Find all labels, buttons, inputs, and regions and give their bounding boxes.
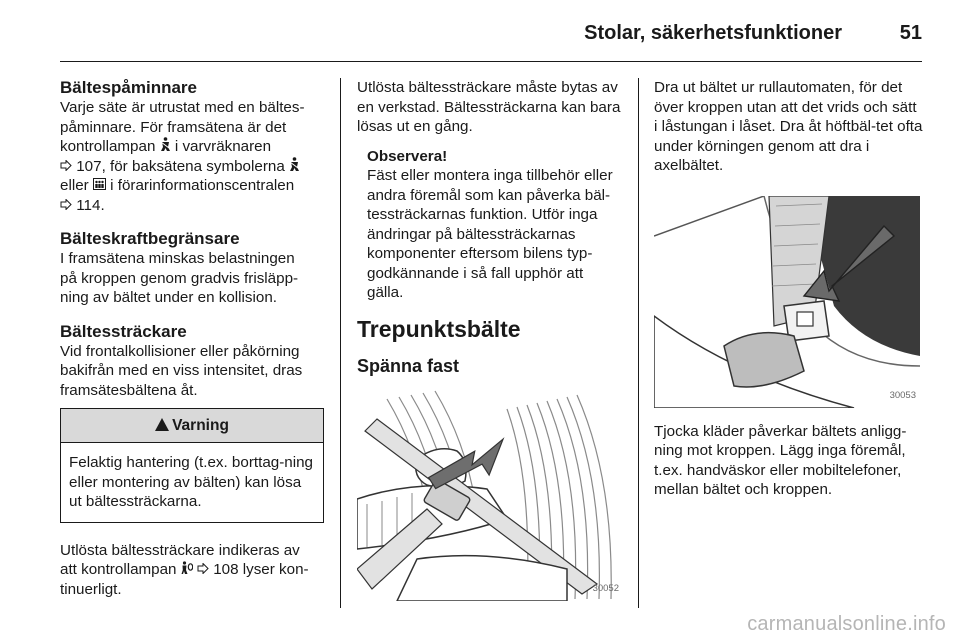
warning-title: Varning bbox=[172, 417, 229, 434]
text-line bbox=[60, 137, 324, 157]
section-pretensioner bbox=[60, 322, 324, 401]
buckle-latch-illustration bbox=[654, 196, 920, 408]
watermark: carmanualsonline.info bbox=[747, 613, 946, 635]
page-title: Stolar, säkerhetsfunktioner bbox=[584, 22, 842, 44]
seatbelt-person-icon bbox=[289, 158, 300, 175]
figure-buckle-latch bbox=[654, 196, 920, 408]
warning-header bbox=[61, 409, 323, 443]
rear-seatbelt-icon bbox=[93, 177, 106, 194]
column-1 bbox=[60, 78, 324, 599]
text-fragment: 114. bbox=[76, 196, 105, 214]
text-line: Varje säte är utrustat med en bältes- bbox=[60, 99, 305, 116]
text-line bbox=[60, 176, 324, 196]
warning-text: Felaktig hantering (t.ex. borttag-ning eller montering av bälten) kan lösa ut bältessträckarna. bbox=[69, 454, 313, 510]
text-fragment: i förarinformationscentralen bbox=[105, 177, 295, 194]
paragraph: Dra ut bältet ur rullautomaten, för det över kroppen utan att det vrids och sätt i låstungan i låset. Dra åt höftbäl-tet ofta under körningen genom att dra i axelbältet. bbox=[654, 79, 923, 174]
text-fragment: eller bbox=[60, 177, 93, 194]
column-3 bbox=[654, 78, 924, 500]
text-fragment: i varvräknaren bbox=[170, 138, 272, 155]
text-line bbox=[60, 157, 324, 177]
section-title: Bältessträckare bbox=[60, 321, 187, 341]
warning-triangle-icon bbox=[155, 418, 169, 431]
page-reference-arrow-icon bbox=[60, 158, 72, 175]
column-divider-1 bbox=[340, 78, 341, 608]
airbag-lamp-icon bbox=[181, 561, 193, 578]
text-line: Vid frontalkollisioner eller påkörning bbox=[60, 342, 300, 360]
text-fragment: 107, för baksätena symbolerna bbox=[76, 157, 285, 175]
section-seatbelt-reminder bbox=[60, 78, 324, 215]
heading-three-point-belt: Trepunktsbälte bbox=[357, 315, 521, 342]
paragraph: Utlösta bältessträckare måste bytas av en verkstad. Bältessträckarna kan bara lösas ut en gång. bbox=[357, 79, 621, 135]
text-fragment: kontrollampan bbox=[60, 138, 160, 155]
text-line bbox=[60, 196, 324, 216]
page-reference-arrow-icon bbox=[60, 197, 72, 214]
figure-id: 30052 bbox=[592, 583, 619, 594]
page-number: 51 bbox=[899, 22, 922, 44]
page-reference-arrow-icon bbox=[197, 561, 209, 578]
text-fragment: 108 lyser kon- bbox=[208, 561, 309, 578]
figure-id: 30053 bbox=[889, 390, 916, 401]
warning-box bbox=[60, 408, 324, 523]
text-line: på kroppen genom gradvis frisläpp- bbox=[60, 269, 299, 287]
text-line: ning av bältet under en kollision. bbox=[60, 289, 277, 306]
text-line: framsätesbältena åt. bbox=[60, 381, 198, 399]
page-header bbox=[60, 18, 922, 62]
text-line: påminnare. För framsätena är det bbox=[60, 118, 287, 136]
heading-fasten: Spänna fast bbox=[357, 355, 460, 376]
section-force-limiter bbox=[60, 229, 324, 308]
belt-fastening-illustration bbox=[357, 389, 623, 601]
column-2 bbox=[357, 78, 623, 601]
note-text: Fäst eller montera inga tillbehör eller andra föremål som kan påverka bäl-tessträckarnas funktion. Utför inga ändringar på bältessträckarnas komponenter eftersom bilens typ-godkännande i så fall upphör att gälla. bbox=[367, 167, 613, 301]
section-pretensioner-indicator bbox=[60, 541, 324, 600]
note-title: Observera! bbox=[367, 147, 448, 165]
figure-fastening-belt bbox=[357, 389, 623, 601]
paragraph: Tjocka kläder påverkar bältets anligg-ning mot kroppen. Lägg inga föremål, t.ex. handväskor eller mobiltelefoner, mellan bältet och kroppen. bbox=[654, 422, 907, 498]
section-title: Bältespåminnare bbox=[60, 78, 197, 97]
column-divider-2 bbox=[638, 78, 639, 608]
text-line: bakifrån med en viss intensitet, dras bbox=[60, 362, 303, 379]
seatbelt-person-icon bbox=[160, 139, 171, 154]
text-line: I framsätena minskas belastningen bbox=[60, 250, 295, 267]
text-line: tinuerligt. bbox=[60, 580, 122, 598]
text-fragment: att kontrollampan bbox=[60, 561, 181, 578]
text-line bbox=[60, 560, 324, 580]
text-line: Utlösta bältessträckare indikeras av bbox=[60, 541, 300, 559]
note-block bbox=[357, 147, 623, 303]
section-title: Bälteskraftbegränsare bbox=[60, 229, 240, 248]
